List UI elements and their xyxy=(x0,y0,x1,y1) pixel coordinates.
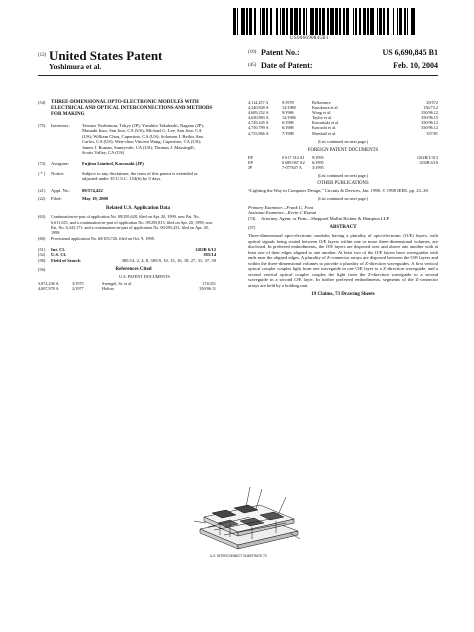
header-code: (12) xyxy=(38,53,47,58)
patent-number-line xyxy=(248,48,438,57)
foreign-refs-list xyxy=(248,155,438,170)
ref-class: G02B/1/313 xyxy=(417,154,438,160)
invention-title: THREE-DIMENSIONAL OPTO-ELECTRONIC MODULES WITH ELECTRICAL AND OPTICAL INTERCONNECTIONS AND METHODS FOR MAKING xyxy=(51,100,213,117)
patent-date: Feb. 10, 2004 xyxy=(393,61,438,70)
ref-class xyxy=(398,165,438,170)
ref-name: Kurokawa et al. xyxy=(312,105,339,111)
patent-date-label: Date of Patent: xyxy=(261,61,313,70)
abstract-heading: ABSTRACT xyxy=(329,225,357,231)
notice-label: Notice: xyxy=(51,170,65,176)
ref-class: 350/96.12 xyxy=(421,120,438,126)
ref-number: JP xyxy=(248,165,252,171)
header-divider xyxy=(38,75,438,76)
assignee-value: Fujitsu Limited, Kawasaki (JP) xyxy=(82,161,144,167)
ref-date: 12/1980 xyxy=(282,105,296,111)
patent-date-line xyxy=(248,61,438,70)
appl-label: Appl. No.: xyxy=(51,187,71,193)
int-cl-code: (51) xyxy=(38,246,46,252)
inventors-code: (75) xyxy=(38,123,46,128)
ref-number: EP xyxy=(248,159,253,165)
ref-name: Kawachi et al. xyxy=(312,125,337,131)
ref-date: 2/1977 xyxy=(72,286,84,292)
ref-date: 0 617 314 A1 xyxy=(282,154,305,160)
ref-number: 4,114,257 A xyxy=(248,100,269,105)
ref-class: 357/81 xyxy=(426,130,438,136)
assistant-examiner: Assistant Examiner—Kevin C Kianni xyxy=(248,210,317,216)
ref-name: Bellavance xyxy=(312,100,331,105)
left-column xyxy=(38,100,238,291)
ref-class: 350/96.11 xyxy=(199,286,216,292)
reference-row xyxy=(248,165,438,170)
foreign-continued-note: (List continued on next page.) xyxy=(317,173,369,179)
provisional-code: (60) xyxy=(38,235,46,241)
provisional-field xyxy=(38,236,238,241)
other-publications-text: “Lighting the Way in Computer Design,” Circuits & Devices, Jan. 1998, © 1998 IEEE, pp. 23–30. xyxy=(248,188,429,194)
other-continued-note: (List continued on next page.) xyxy=(317,195,369,201)
list-continued-note: (List continued on next page.) xyxy=(317,138,369,144)
inventors-field xyxy=(38,123,238,155)
search-label: Field of Search xyxy=(51,257,81,263)
foreign-docs-heading: FOREIGN PATENT DOCUMENTS xyxy=(307,147,379,153)
patent-number: US 6,690,845 B1 xyxy=(382,48,438,57)
ref-date: 9/1986 xyxy=(282,110,294,116)
notice-value: Subject to any disclaimer, the term of this patent is extended or adjusted under 35 U.S.C. 154(b) by 0 days. xyxy=(82,170,198,182)
ref-date: 7/1988 xyxy=(282,130,294,136)
continuation-field xyxy=(38,214,238,234)
assignee-code: (73) xyxy=(38,161,46,167)
reference-row xyxy=(248,131,438,136)
notice-code: ( * ) xyxy=(38,170,46,176)
drawing-label: U.S. INTERCONNECT SUBSTRATE 70 xyxy=(210,554,267,558)
ref-number: 4,749,245 A xyxy=(248,120,269,126)
ref-number: 4,007,978 A xyxy=(38,286,59,292)
barcode xyxy=(233,8,417,35)
ref-date: 6/1988 xyxy=(282,125,294,131)
inventors-list: Tetsuzo Yoshimura, Tokyo (JP); Yasuhito Takahashi, Nagano (JP); Masaaki Inao, San Jose, CA (US); Michael G. Lee, San Jose, CA (US); William Chou, Cupertino, CA (US); Solomon I. Beilin, San Carlos, CA (US); Wen-chou Vincent Wang, Cupertino, CA (US); James J. Roman, Sunnyvale, CA (US); Thomas J. Massingill, Scotts Valley, CA (US) xyxy=(82,123,205,156)
ref-date: 7-077637 A xyxy=(282,165,302,171)
refs-heading: References Cited xyxy=(115,267,152,273)
int-cl-label: Int. Cl. xyxy=(51,246,65,252)
continuation-code: (63) xyxy=(38,214,46,220)
primary-examiner: Primary Examiner—Frank G. Font xyxy=(248,204,314,210)
appl-value: 09/574,422 xyxy=(82,187,103,193)
filed-code: (22) xyxy=(38,196,46,202)
ref-class: 29/572 xyxy=(426,100,438,105)
attorney-value: Attorney, Agent, or Firm—Sheppard Mullin Richter & Hampton LLP xyxy=(261,215,390,221)
ref-number: EP xyxy=(248,154,253,160)
search-field xyxy=(38,258,238,263)
ref-name: Marshall et al. xyxy=(312,130,337,136)
inventors-label: Inventors: xyxy=(51,123,70,128)
ref-number: 4,240,849 A xyxy=(248,105,269,111)
claims-line: 19 Claims, 73 Drawing Sheets xyxy=(311,292,375,298)
notice-field xyxy=(38,171,238,182)
appl-code: (21) xyxy=(38,187,46,193)
assignee-field xyxy=(38,161,238,166)
title-code: (54) xyxy=(38,100,46,105)
filed-field xyxy=(38,196,238,201)
ref-name: Kawatsuki et al. xyxy=(312,120,340,126)
representative-drawing xyxy=(190,477,308,560)
ref-name: Holton xyxy=(102,286,114,292)
patent-number-label: Patent No.: xyxy=(261,48,300,57)
abstract-heading-row xyxy=(248,225,438,230)
continuation-text: Continuation-in-part of application No. 09/295,628, filed on Apr. 20, 1999, now Pat. No. 6,611,635, and a continuation-in-part of application No. 09/295,813, filed on Apr. 20, 1999, now Pat. No. 6,343,171, and a continuation-in-part of application No. 09/295,431, filed on Apr. 20, 1999. xyxy=(51,214,213,235)
related-heading: Related U.S. Application Data xyxy=(105,206,171,212)
ref-name: 3/1995 xyxy=(312,165,324,171)
ref-date: 9/1978 xyxy=(282,100,294,105)
ref-class: G02B 6/10 xyxy=(419,159,438,165)
ref-date: 0 689 067 A2 xyxy=(282,159,305,165)
us-patent-docs-heading: U.S. PATENT DOCUMENTS xyxy=(119,274,170,280)
us-cl-value: 385/14 xyxy=(203,252,216,258)
filed-value: May 19, 2000 xyxy=(82,196,109,202)
search-value: 385/14, 2, 4, 8, 385/9, 10, 15, 16, 18, 27, 31, 37, 39 xyxy=(121,257,216,263)
title-field xyxy=(38,100,238,118)
reference-row xyxy=(38,286,216,291)
patent-header-title: United States Patent xyxy=(49,48,163,63)
provisional-text: Provisional application No. 60/103,726, filed on Oct. 9, 1998. xyxy=(51,235,155,241)
attorney-field xyxy=(248,216,438,221)
ref-name: 6/1995 xyxy=(312,159,324,165)
int-cl-value: G02B 6/12 xyxy=(195,246,216,252)
search-code: (58) xyxy=(38,257,46,263)
header-inventors: Yoshimura et al. xyxy=(49,62,102,71)
us-cl-code: (52) xyxy=(38,252,46,258)
ref-name: Wong et al. xyxy=(312,110,332,116)
ref-class: 350/96.12 xyxy=(421,110,438,116)
ref-class: 156/73.2 xyxy=(423,105,438,111)
barcode-number: US006690845B1 xyxy=(290,36,329,41)
ref-name: 9/1993 xyxy=(312,154,324,160)
ref-number: 4,609,252 A xyxy=(248,110,269,116)
right-column xyxy=(248,100,438,297)
ref-class: 350/96.12 xyxy=(421,125,438,131)
appl-no-field xyxy=(38,188,238,193)
other-publications-heading: OTHER PUBLICATIONS xyxy=(317,181,369,187)
attorney-code: (74) xyxy=(248,215,256,221)
filed-label: Filed: xyxy=(51,196,62,202)
us-refs-list-left xyxy=(38,281,216,291)
ref-date: 12/1986 xyxy=(282,115,296,121)
abstract-code: (57) xyxy=(248,225,256,231)
abstract-text: Three-dimensional opto-electronic modules having a plurality of opto-electronic (O/E) layers, with optical signals being routed between O/E layers within one or more three-dimensional volumes, are disclosed. In preferred embodiments, the O/E layers are disposed over and above one another with at least one of their edges aligned to one another. At least two of the O/E layers have waveguides with ends near the aligned edges. A plurality of Z-connector arrays are disposed between the O/E layers and within the three-dimensional volumes to provide a plurality of Z-direction waveguides. A first vertical optical coupler couples light from one waveguide in one O/E layer to a Z-direction waveguide, and a second vertical optical coupler couples the light from the Z-direction waveguide to a second waveguide in a second O/E layer. In further preferred embodiments, segments of the Z-connector arrays are held by a holding unit. xyxy=(248,233,438,288)
ref-number: 4,750,799 A xyxy=(248,125,269,131)
ref-class: 350/96.15 xyxy=(421,115,438,121)
assignee-label: Assignee: xyxy=(51,161,70,167)
ref-number: 4,630,883 A xyxy=(248,115,269,121)
barcode-bar xyxy=(415,8,416,35)
us-refs-list-right xyxy=(248,100,438,136)
ref-number: 4,755,866 A xyxy=(248,130,269,136)
references-heading-row xyxy=(38,267,238,272)
ref-number: 3,872,236 A xyxy=(38,281,59,287)
patent-date-code: (45) xyxy=(248,63,257,68)
ref-date: 3/1975 xyxy=(72,281,84,287)
refs-code: (56) xyxy=(38,267,46,273)
ref-name: Swengel, Sr. et al. xyxy=(102,281,133,287)
us-cl-label: U.S. Cl. xyxy=(51,252,67,258)
ref-date: 6/1988 xyxy=(282,120,294,126)
ref-class: 174/251 xyxy=(202,281,216,287)
patent-number-code: (10) xyxy=(248,50,257,55)
ref-name: Taylor et al. xyxy=(312,115,333,121)
